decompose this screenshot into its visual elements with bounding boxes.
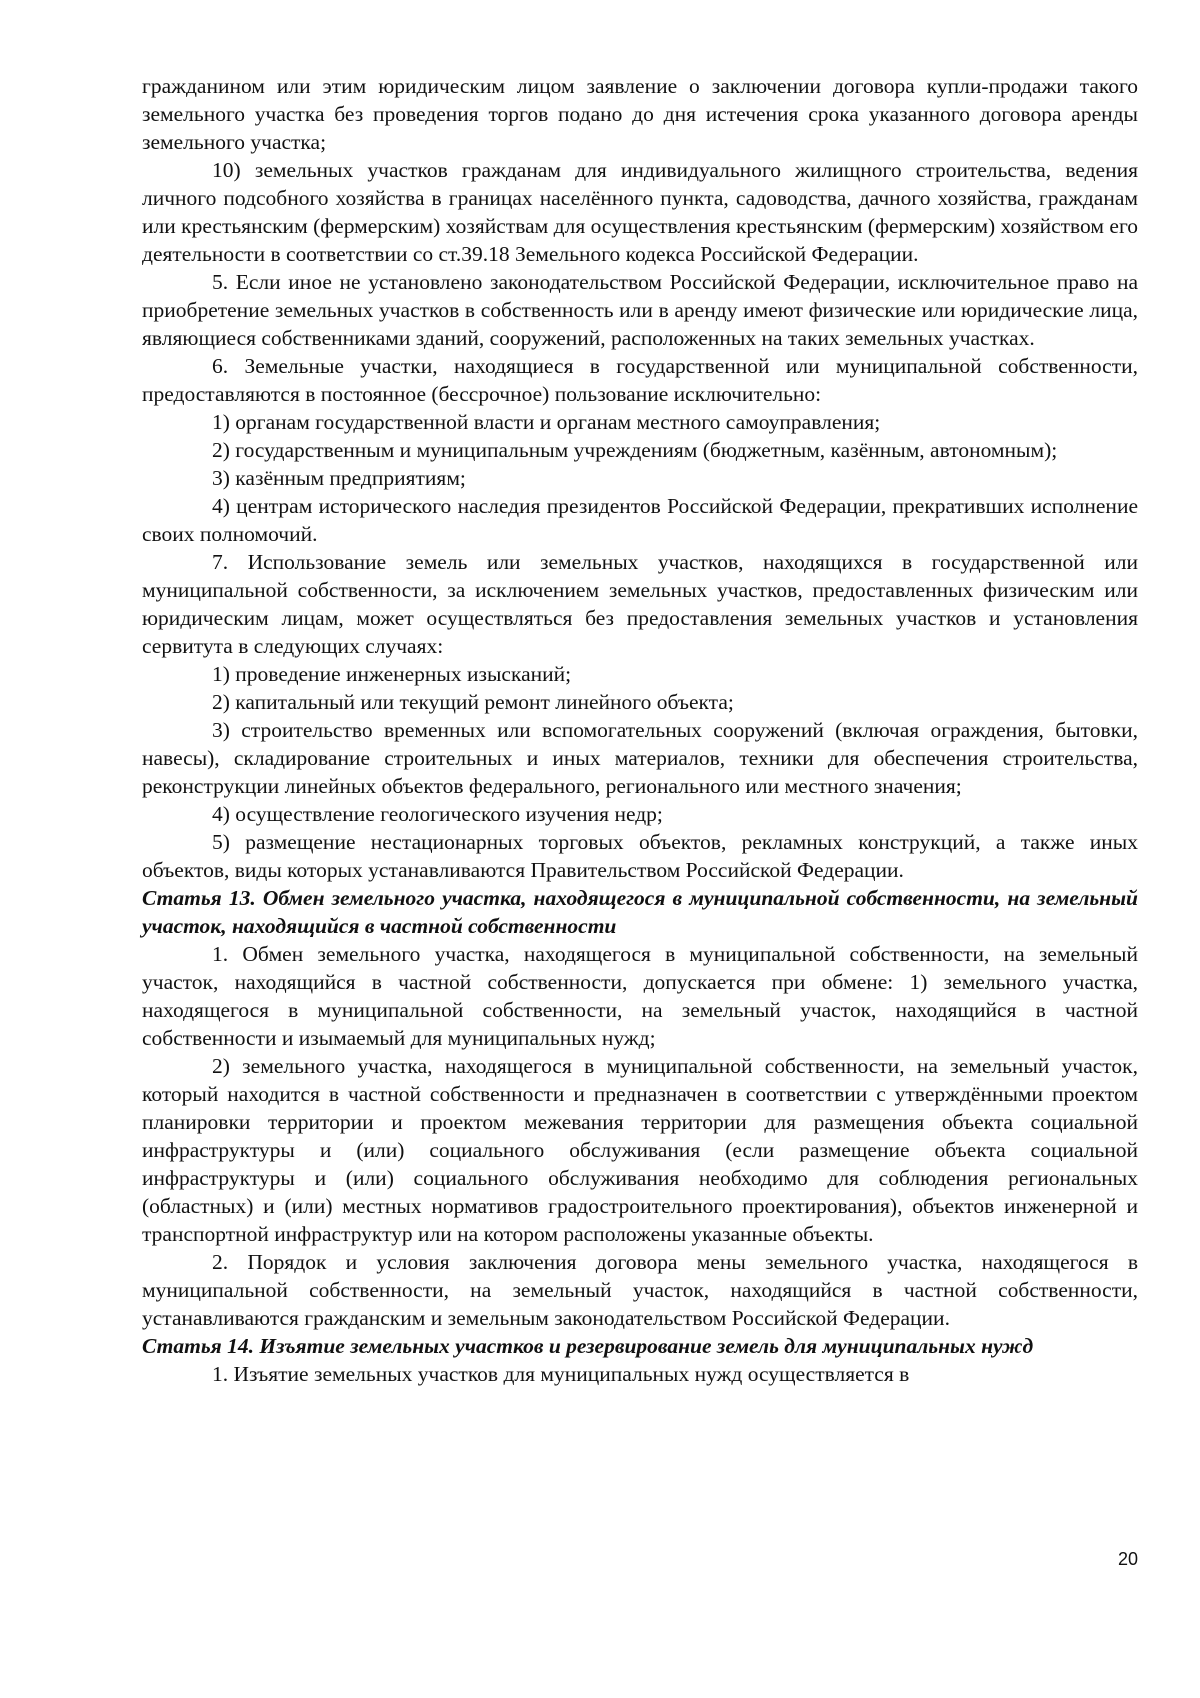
paragraph-continuation: гражданином или этим юридическим лицом заявление о заключении договора купли-продажи такого земельного участка без проведения торгов подано до дня истечения срока указанного договора аренды земельного участка; [142, 74, 1138, 154]
article-13-paragraph-2: 2) земельного участка, находящегося в муниципальной собственности, на земельный участок, который находится в частной собственности и предназначен в соответствии с утверждёнными проектом планировки территории и проектом межевания территории для размещения объекта социальной инфраструктуры и (или) социального обслуживания (если размещение объекта социальной инфраструктуры и (или) социального обслуживания необходимо для соблюдения региональных (областных) и (или) местных нормативов градостроительного проектирования), объектов инженерной и транспортной инфраструктур или на котором расположены указанные объекты. [142, 1054, 1138, 1246]
paragraph-clause-7: 7. Использование земель или земельных участков, находящихся в государственной или муниципальной собственности, за исключением земельных участков, предоставленных физическим или юридическим лицам, может осуществляться без предоставления земельных участков и установления сервитута в следующих случаях: [142, 550, 1138, 658]
paragraph-clause-5: 5. Если иное не установлено законодательством Российской Федерации, исключительное право на приобретение земельных участков в собственность или в аренду имеют физические или юридические лица, являющиеся собственниками зданий, сооружений, расположенных на таких земельных участках. [142, 270, 1138, 350]
list-item-7-5: 5) размещение нестационарных торговых объектов, рекламных конструкций, а также иных объектов, виды которых устанавливаются Правительством Российской Федерации. [142, 830, 1138, 882]
page-number: 20 [1117, 1549, 1138, 1569]
article-14-paragraph-1: 1. Изъятие земельных участков для муниципальных нужд осуществляется в [212, 1362, 910, 1386]
list-item-7-2: 2) капитальный или текущий ремонт линейного объекта; [212, 690, 734, 714]
list-item-7-3: 3) строительство временных или вспомогательных сооружений (включая ограждения, бытовки, навесы), складирование строительных и иных материалов, техники для обеспечения строительства, реконструкции линейных объектов федерального, регионального или местного значения; [142, 718, 1138, 798]
list-item-6-4: 4) центрам исторического наследия президентов Российской Федерации, прекративших исполнение своих полномочий. [142, 494, 1138, 546]
paragraph-item-10: 10) земельных участков гражданам для индивидуального жилищного строительства, ведения личного подсобного хозяйства в границах населённого пункта, садоводства, дачного хозяйства, гражданам или крестьянским (фермерским) хозяйствам для осуществления крестьянским (фермерским) хозяйством его деятельности в соответствии со ст.39.18 Земельного кодекса Российской Федерации. [142, 158, 1138, 266]
article-13-paragraph-1: 1. Обмен земельного участка, находящегося в муниципальной собственности, на земельный участок, находящийся в частной собственности, допускается при обмене: 1) земельного участка, находящегося в муниципальной собственности, на земельный участок, находящийся в частной собственности и изымаемый для муниципальных нужд; [142, 942, 1138, 1050]
article-14-heading: Статья 14. Изъятие земельных участков и резервирование земель для муниципальных нужд [142, 1334, 1034, 1358]
list-item-7-4: 4) осуществление геологического изучения недр; [212, 802, 663, 826]
article-13-heading: Статья 13. Обмен земельного участка, находящегося в муниципальной собственности, на земельный участок, находящийся в частной собственности [142, 886, 1138, 938]
list-item-6-3: 3) казённым предприятиям; [212, 466, 466, 490]
list-item-7-1: 1) проведение инженерных изысканий; [212, 662, 572, 686]
article-13-paragraph-3: 2. Порядок и условия заключения договора мены земельного участка, находящегося в муниципальной собственности, на земельный участок, находящийся в частной собственности, устанавливаются гражданским и земельным законодательством Российской Федерации. [142, 1250, 1138, 1330]
list-item-6-1: 1) органам государственной власти и органам местного самоуправления; [212, 410, 881, 434]
paragraph-clause-6: 6. Земельные участки, находящиеся в государственной или муниципальной собственности, предоставляются в постоянное (бессрочное) пользование исключительно: [142, 354, 1138, 406]
document-page [142, 72, 1138, 1388]
list-item-6-2: 2) государственным и муниципальным учреждениям (бюджетным, казённым, автономным); [212, 438, 1058, 462]
